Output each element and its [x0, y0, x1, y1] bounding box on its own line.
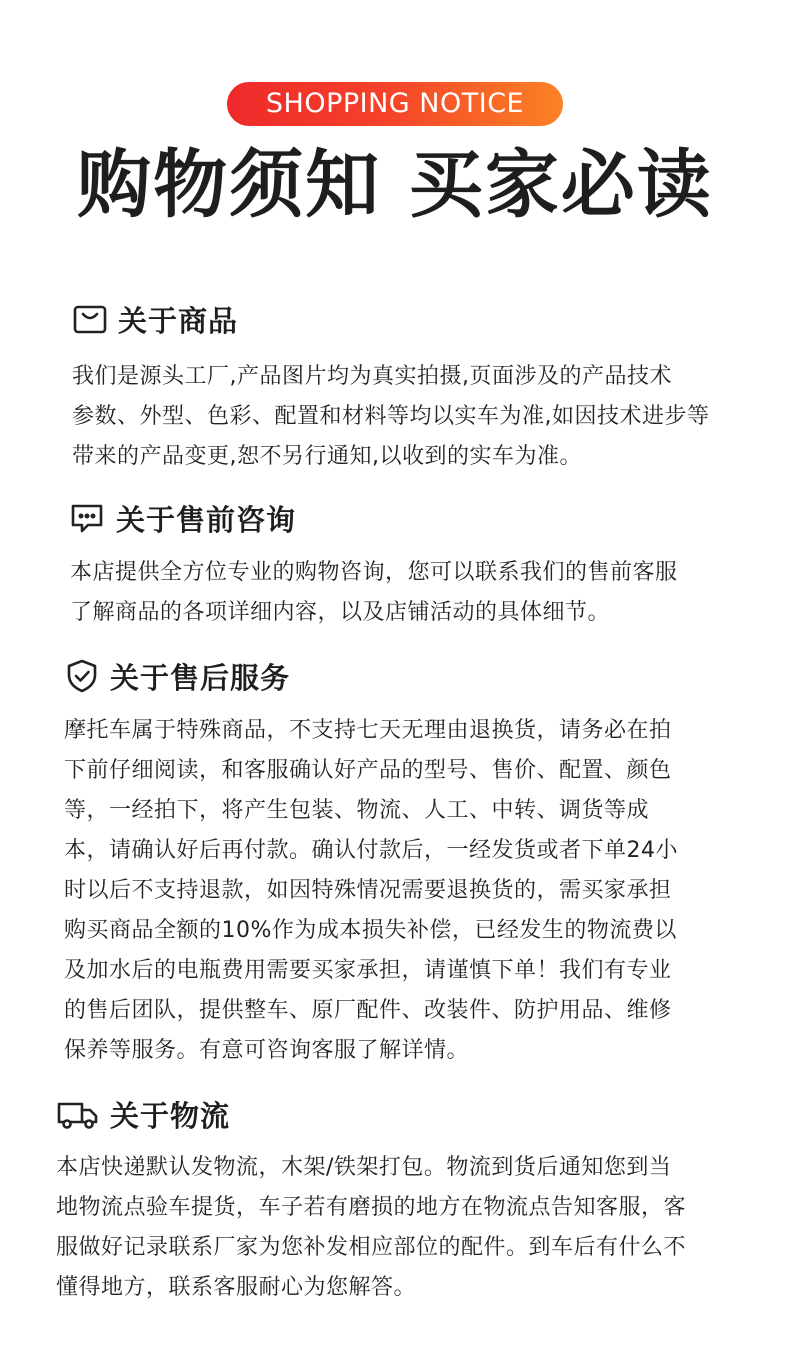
section-title: 关于售后服务	[110, 660, 291, 695]
bag-icon	[72, 301, 108, 337]
section-header	[72, 299, 732, 339]
section-body: 本店快递默认发物流，木架/铁架打包。物流到货后通知您到当 地物流点验车提货，车子若有磨损的地方在物流点告知客服，客 服做好记录联系厂家为您补发相应部位的配件。到车后有什么不 懂得地方，联系客服耐心为您解答。	[56, 1155, 687, 1300]
section-about-products	[72, 299, 732, 477]
shopping-notice-badge: SHOPPING NOTICE	[227, 82, 563, 126]
chat-icon	[70, 500, 106, 536]
section-header	[70, 498, 740, 538]
page-title: 购物须知 买家必读	[77, 142, 713, 228]
section-title: 关于商品	[118, 303, 239, 338]
section-header	[64, 656, 744, 696]
truck-icon	[56, 1096, 100, 1132]
section-aftersale-service	[64, 656, 744, 1071]
section-presale-consulting	[70, 498, 740, 633]
section-header	[56, 1094, 746, 1134]
section-logistics	[56, 1094, 746, 1308]
section-body: 我们是源头工厂,产品图片均为真实拍摄,页面涉及的产品技术 参数、外型、色彩、配置和材料等均以实车为准,如因技术进步等 带来的产品变更,恕不另行通知,以收到的实车为准。	[72, 364, 710, 469]
section-title: 关于物流	[110, 1098, 231, 1133]
section-body: 本店提供全方位专业的购物咨询，您可以联系我们的售前客服 了解商品的各项详细内容，以及店铺活动的具体细节。	[70, 560, 678, 625]
section-body: 摩托车属于特殊商品，不支持七天无理由退换货，请务必在拍 下前仔细阅读，和客服确认好产品的型号、售价、配置、颜色 等，一经拍下，将产生包装、物流、人工、中转、调货等成 本，请确认好后再付款。确认付款后，一经发货或者下单24小 时以后不支持退款，如因特殊情况需要退换货的，需买家承担 购买商品全额的10%作为成本损失补偿，已经发生的物流费以 及加水后的电瓶费用需要买家承担，请谨慎下单！我们有专业 的售后团队，提供整车、原厂配件、改装件、防护用品、维修 保养等服务。有意可咨询客服了解详情。	[64, 718, 678, 1063]
section-title: 关于售前咨询	[116, 502, 297, 537]
shield-check-icon	[64, 658, 100, 694]
